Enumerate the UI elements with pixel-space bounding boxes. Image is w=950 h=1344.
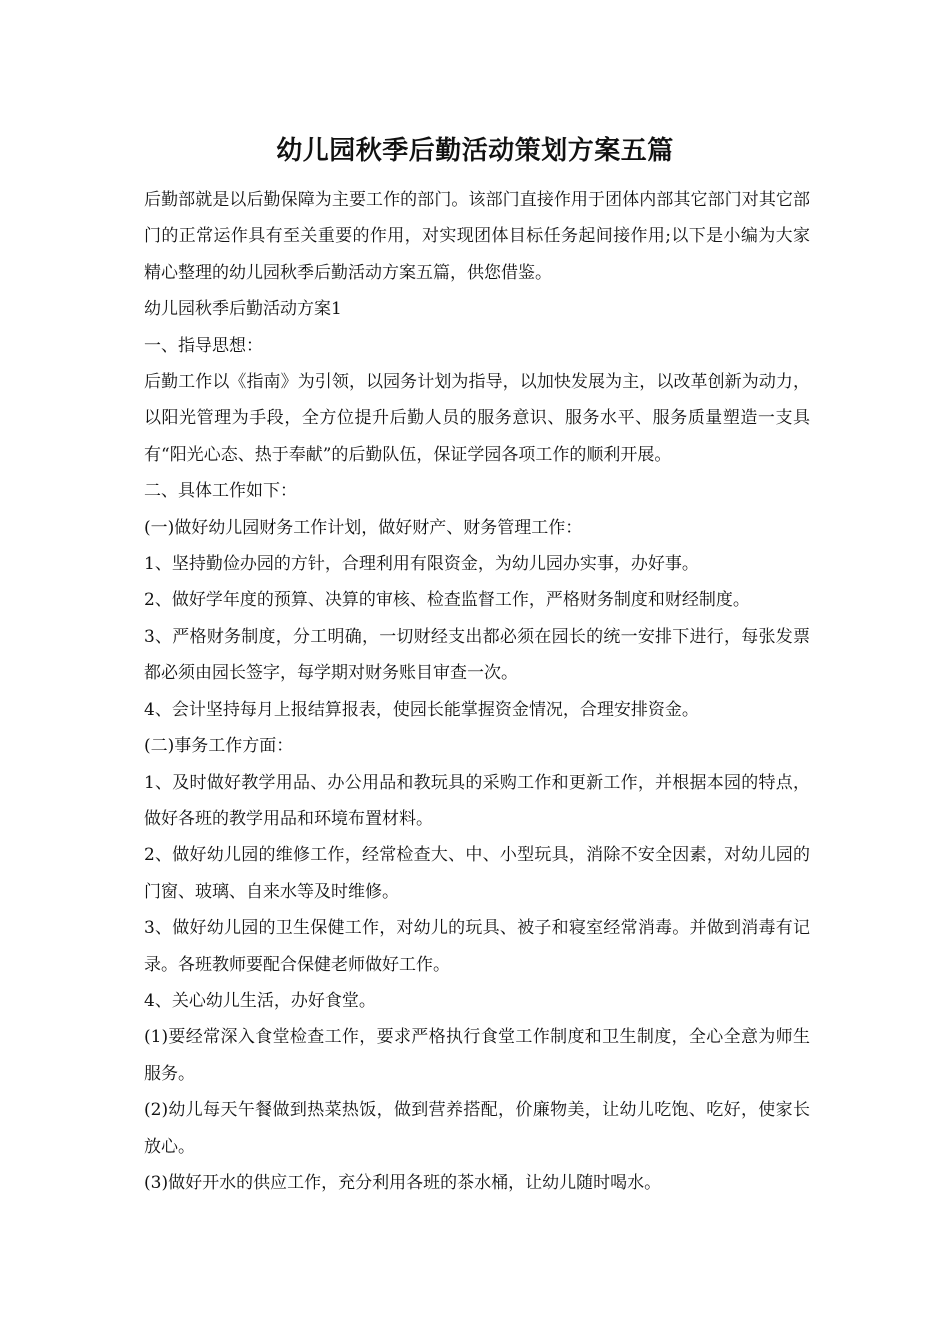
list-item-affairs-3: 3、做好幼儿园的卫生保健工作，对幼儿的玩具、被子和寝室经常消毒。并做到消毒有记录。各班教师要配合保健老师做好工作。 [144, 918, 810, 975]
subheading-affairs: (二)事务工作方面： [144, 736, 294, 757]
subheading-finance: (一)做好幼儿园财务工作计划，做好财产、财务管理工作： [144, 517, 583, 538]
list-item-finance-1: 1、坚持勤俭办园的方针，合理利用有限资金，为幼儿园办实事，办好事。 [144, 554, 699, 575]
sub-item-canteen-1: (1)要经常深入食堂检查工作，要求严格执行食堂工作制度和卫生制度，全心全意为师生服务。 [144, 1027, 810, 1084]
list-item-affairs-2: 2、做好幼儿园的维修工作，经常检查大、中、小型玩具，消除不安全因素，对幼儿园的门窗、玻璃、自来水等及时维修。 [144, 845, 810, 902]
list-item-finance-2: 2、做好学年度的预算、决算的审核、检查监督工作，严格财务制度和财经制度。 [144, 590, 750, 611]
list-item-affairs-1: 1、及时做好教学用品、办公用品和教玩具的采购工作和更新工作，并根据本园的特点，做好各班的教学用品和环境布置材料。 [144, 772, 810, 829]
list-item-finance-3: 3、严格财务制度，分工明确，一切财经支出都必须在园长的统一安排下进行，每张发票都必须由园长签字，每学期对财务账目审查一次。 [144, 626, 810, 684]
list-item-affairs-4: 4、关心幼儿生活，办好食堂。 [144, 990, 376, 1011]
sub-item-canteen-3: (3)做好开水的供应工作，充分利用各班的茶水桶，让幼儿随时喝水。 [144, 1172, 662, 1193]
heading-specific-work: 二、具体工作如下： [144, 481, 297, 502]
section-heading-plan-1: 幼儿园秋季后勤活动方案1 [144, 299, 342, 320]
list-item-finance-4: 4、会计坚持每月上报结算报表，使园长能掌握资金情况，合理安排资金。 [144, 699, 699, 720]
heading-guiding-thought: 一、指导思想： [144, 335, 263, 356]
document-title: 幼儿园秋季后勤活动策划方案五篇 [276, 136, 674, 166]
sub-item-canteen-2: (2)幼儿每天午餐做到热菜热饭，做到营养搭配，价廉物美，让幼儿吃饱、吃好，使家长放心。 [144, 1100, 810, 1157]
paragraph-guiding-thought: 后勤工作以《指南》为引领，以园务计划为指导，以加快发展为主，以改革创新为动力，以阳光管理为手段，全方位提升后勤人员的服务意识、服务水平、服务质量塑造一支具有“阳光心态、热于奉献”的后勤队伍，保证学园各项工作的顺利开展。 [144, 372, 810, 465]
intro-paragraph: 后勤部就是以后勤保障为主要工作的部门。该部门直接作用于团体内部其它部门对其它部门的正常运作具有至关重要的作用，对实现团体目标任务起间接作用;以下是小编为大家精心整理的幼儿园秋季后勤活动方案五篇，供您借鉴。 [144, 190, 810, 283]
document-body [144, 182, 810, 1201]
